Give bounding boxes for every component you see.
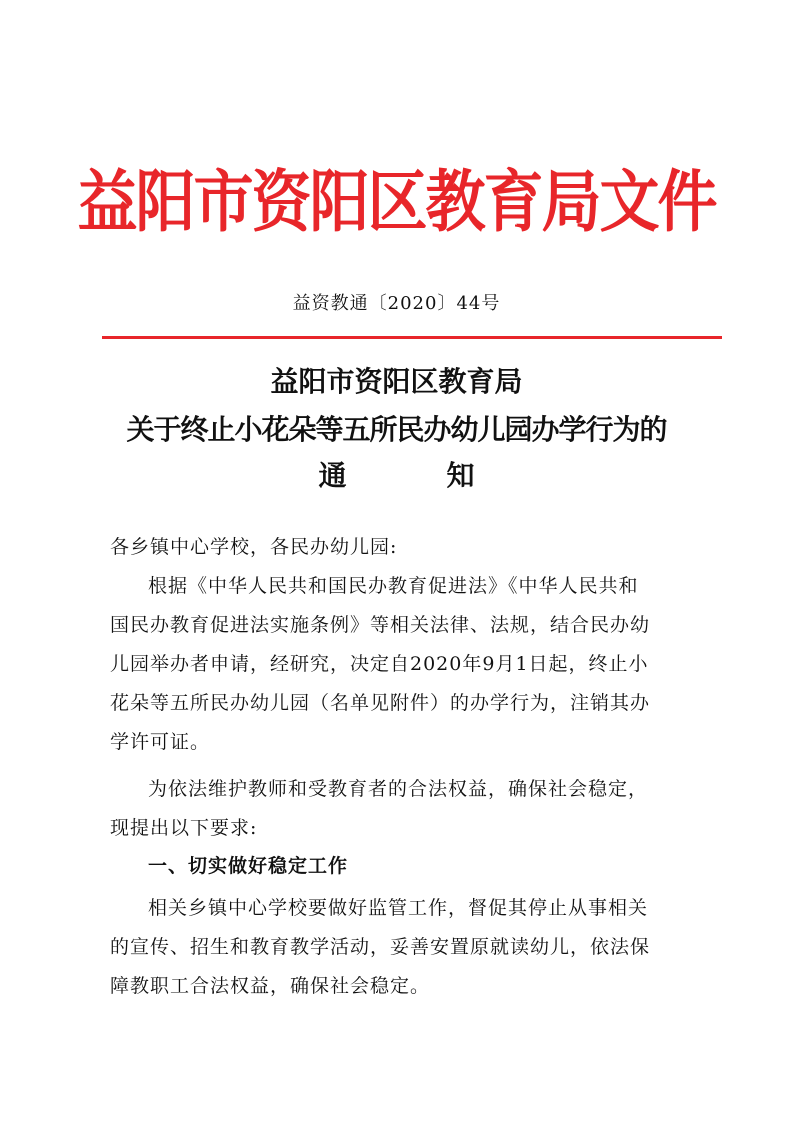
paragraph-3-line: 障教职工合法权益，确保社会稳定。 [110,975,431,997]
paragraph-2-line: 为依法维护教师和受教育者的合法权益，确保社会稳定， [148,778,649,800]
notice-title-char-2: 知 [446,459,475,492]
red-divider-line [102,336,722,339]
paragraph-3-line: 相关乡镇中心学校要做好监管工作，督促其停止从事相关 [148,897,649,919]
salutation [110,528,700,567]
notice-title-line-1: 益阳市资阳区教育局 [270,365,523,398]
paragraph-2-line: 现提出以下要求: [110,817,258,839]
paragraph-1 [110,567,700,762]
paragraph-1-line: 根据《中华人民共和国民办教育促进法》《中华人民共和 [148,575,639,597]
notice-title-line-2: 关于终止小花朵等五所民办幼儿园办学行为的 [126,413,667,446]
paragraph-1-line: 学许可证。 [110,731,211,753]
paragraph-1-line: 花朵等五所民办幼儿园（名单见附件）的办学行为，注销其办 [110,692,651,714]
paragraph-1-line: 国民办教育促进法实施条例》等相关法律、法规，结合民办幼 [110,614,651,636]
section-1-heading: 一、切实做好稳定工作 [148,855,349,877]
paragraph-1-line: 儿园举办者申请，经研究，决定自2020年9月1日起，终止小 [110,653,649,675]
paragraph-3-line: 的宣传、招生和教育教学活动，妥善安置原就读幼儿，依法保 [110,936,651,958]
salutation-text: 各乡镇中心学校，各民办幼儿园: [110,536,398,558]
notice-title-char-1: 通 [318,459,347,492]
document-number: 益资教通〔2020〕44号 [292,293,501,314]
paragraph-3 [110,889,700,1006]
paragraph-2 [110,770,700,848]
notice-title-line-3 [0,456,793,496]
issuer-title: 益阳市资阳区教育局文件 [77,163,716,242]
